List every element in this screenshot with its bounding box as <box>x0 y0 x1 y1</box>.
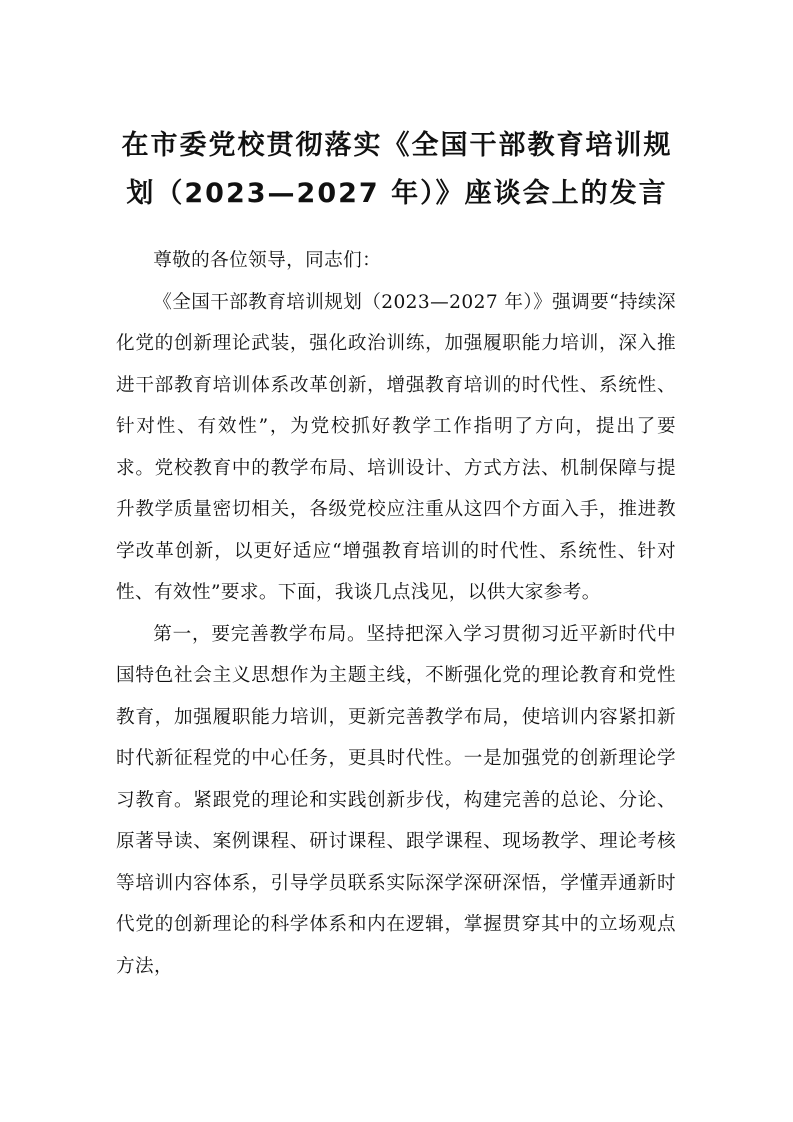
document-title <box>112 122 682 218</box>
title-line-2: 划（2023—2027 年）》座谈会上的发言 <box>126 178 668 209</box>
title-line-1: 在市委党校贯彻落实《全国干部教育培训规 <box>121 130 673 161</box>
document-body <box>116 240 676 987</box>
paragraph-first-point: 第一，要完善教学布局。坚持把深入学习贯彻习近平新时代中国特色社会主义思想作为主题主线，不断强化党的理论教育和党性教育，加强履职能力培训，更新完善教学布局，使培训内容紧扣新时代新征程党的中心任务，更具时代性。一是加强党的创新理论学习教育。紧跟党的理论和实践创新步伐，构建完善的总论、分论、原著导读、案例课程、研讨课程、跟学课程、现场教学、理论考核等培训内容体系，引导学员联系实际深学深研深悟，学懂弄通新时代党的创新理论的科学体系和内在逻辑，掌握贯穿其中的立场观点方法， <box>116 623 676 977</box>
greeting: 尊敬的各位领导，同志们： <box>153 250 382 271</box>
paragraph-intro: 《全国干部教育培训规划（2023—2027 年）》强调要“持续深化党的创新理论武装，强化政治训练，加强履职能力培训，深入推进干部教育培训体系改革创新，增强教育培训的时代性、系统性、针对性、有效性”，为党校抓好教学工作指明了方向，提出了要求。党校教育中的教学布局、培训设计、方式方法、机制保障与提升教学质量密切相关，各级党校应注重从这四个方面入手，推进教学改革创新，以更好适应“增强教育培训的时代性、系统性、针对性、有效性”要求。下面，我谈几点浅见，以供大家参考。 <box>116 291 676 603</box>
